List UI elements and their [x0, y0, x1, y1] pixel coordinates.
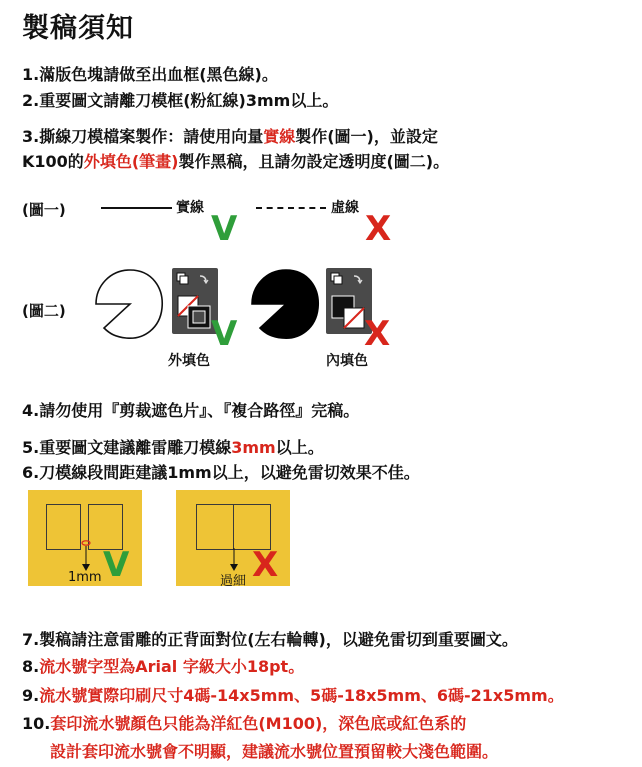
rule-10-highlight: 套印流水號顏色只能為洋紅色(M100)，深色底或紅色系的	[50, 714, 467, 733]
dashed-line-label: 虛線	[331, 200, 359, 216]
spacing-bad-left-rect	[196, 504, 234, 550]
rule-9-number: 9.	[22, 686, 40, 705]
outer-fill-label: 外填色	[168, 353, 210, 369]
rule-1: 1.滿版色塊請做至出血框(黑色線)。	[22, 65, 278, 84]
rule-3a-highlight: 實線	[263, 127, 296, 146]
dashed-line-sample	[256, 207, 326, 209]
spacing-ok-mark: V	[103, 545, 130, 585]
solid-line-label: 實線	[176, 200, 204, 216]
rule-3b-highlight: 外填色(筆畫)	[83, 152, 179, 171]
rule-2: 2.重要圖文請離刀模框(粉紅線)3mm以上。	[22, 91, 339, 110]
outer-fill-ok-mark: V	[211, 314, 238, 354]
spacing-bad-example	[176, 490, 290, 589]
dashed-line-bad-mark: X	[365, 209, 392, 249]
rule-9	[22, 683, 564, 706]
rule-3a-text-1: 3.撕線刀模檔案製作：請使用向量	[22, 127, 264, 146]
spacing-ok-example	[28, 490, 142, 586]
spacing-ok-arrow-icon	[76, 540, 96, 574]
solid-line-ok-mark: V	[211, 209, 238, 249]
rule-3a	[22, 124, 438, 147]
rule-9-highlight: 流水號實際印刷尺寸4碼-14x5mm、5碼-18x5mm、6碼-21x5mm。	[39, 686, 564, 705]
filled-pacman-shape	[246, 264, 326, 344]
rule-5	[22, 435, 324, 458]
rule-3b-text-2: 製作黑稿，且請勿設定透明度(圖二)。	[178, 152, 450, 171]
rule-10	[22, 711, 466, 734]
rule-5-text-1: 5.重要圖文建議離雷雕刀模線	[22, 438, 232, 457]
rule-3a-text-2: 製作(圖一)，並設定	[295, 127, 438, 146]
rule-7: 7.製稿請注意雷雕的正背面對位(左右輪轉)，以避免雷切到重要圖文。	[22, 630, 518, 649]
rule-3b-text-1: K100的	[22, 152, 84, 171]
rule-5-highlight: 3mm	[231, 438, 276, 457]
spacing-ok-caption: 1mm	[68, 570, 102, 585]
rule-6: 6.刀模線段間距建議1mm以上，以避免雷切效果不佳。	[22, 463, 420, 482]
rule-10-continued: 設計套印流水號會不明顯，建議流水號位置預留較大淺色範圍。	[50, 742, 499, 761]
figure-2-label: (圖二)	[22, 302, 66, 320]
page-title: 製稿須知	[22, 13, 134, 44]
spacing-bad-right-rect	[233, 504, 271, 550]
rule-10-number: 10.	[22, 714, 51, 733]
rule-8-number: 8.	[22, 657, 40, 676]
figure-1-label: (圖一)	[22, 201, 66, 219]
rule-3b	[22, 149, 449, 172]
rule-8-highlight: 流水號字型為Arial 字級大小18pt。	[39, 657, 305, 676]
inner-fill-label: 內填色	[326, 353, 368, 369]
outline-pacman-shape	[90, 264, 170, 344]
solid-line-sample	[101, 207, 172, 209]
spacing-bad-mark: X	[252, 545, 279, 585]
inner-fill-bad-mark: X	[364, 314, 391, 354]
rule-5-text-2: 以上。	[275, 438, 324, 457]
rule-8	[22, 654, 304, 677]
spacing-bad-caption: 過細	[220, 574, 247, 589]
rule-4: 4.請勿使用『剪裁遮色片』、『複合路徑』完稿。	[22, 401, 360, 420]
